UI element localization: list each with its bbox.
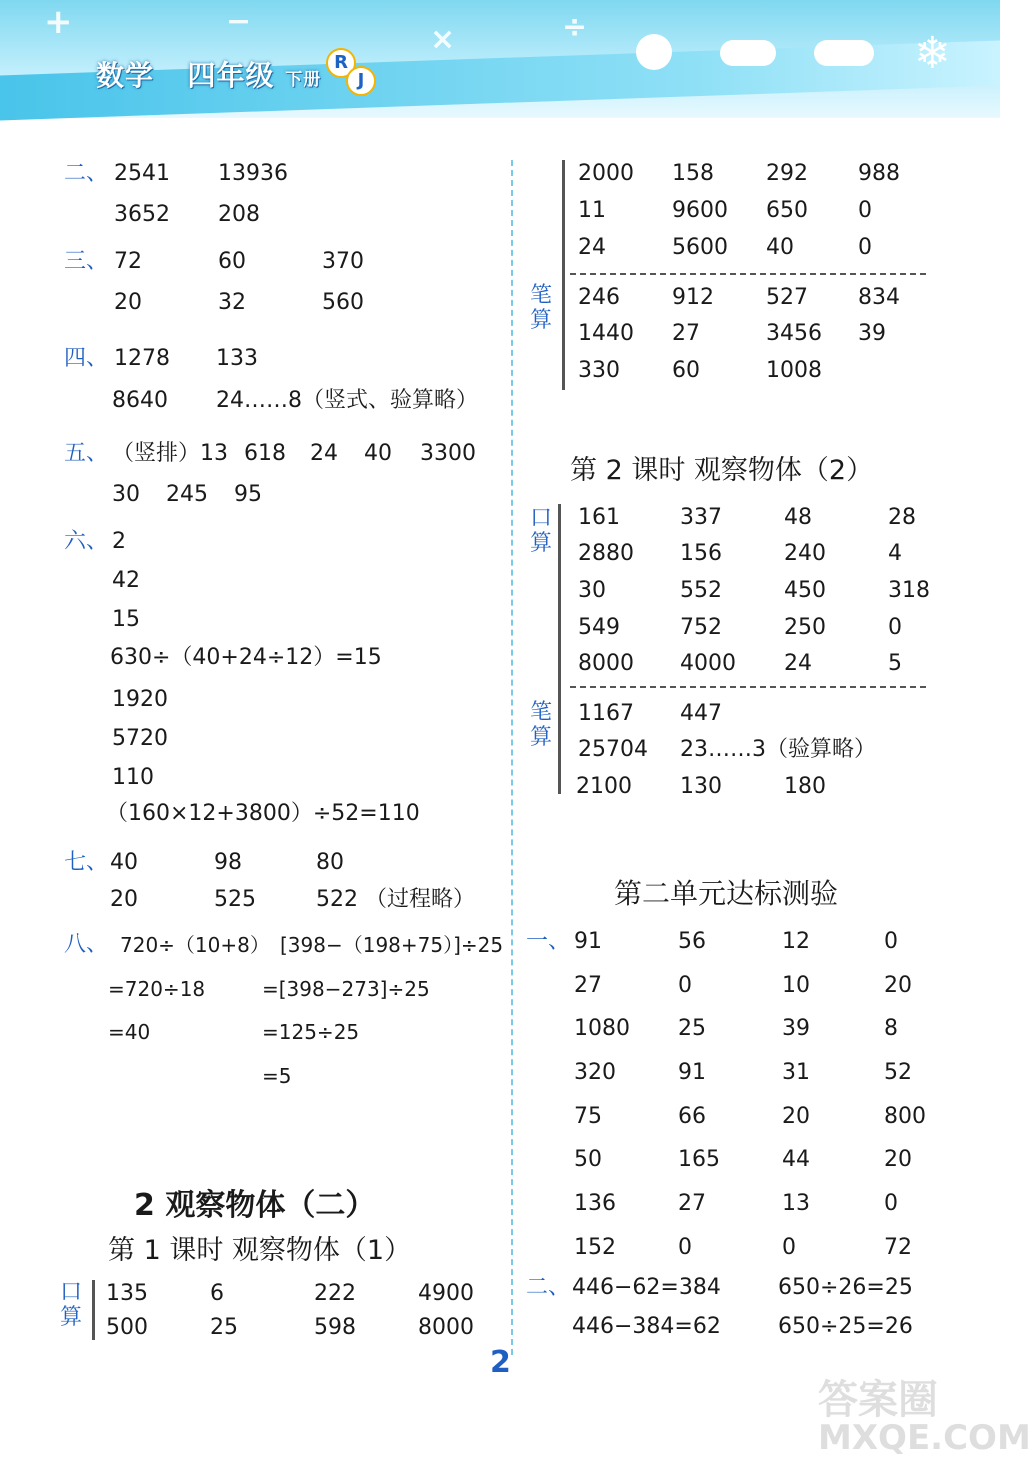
answer: 27 <box>574 973 602 998</box>
answer: 4900 <box>418 1281 474 1306</box>
grade-label: 四年级 <box>187 59 275 92</box>
answer: 8000 <box>578 651 634 676</box>
answer: 1920 <box>112 687 168 712</box>
answer: 752 <box>680 615 722 640</box>
dashed-divider <box>570 686 926 688</box>
answer: 630÷（40+24÷12）=15 <box>110 645 382 670</box>
answer: 988 <box>858 161 900 186</box>
answer: 52 <box>884 1060 912 1085</box>
answer: 0 <box>678 973 692 998</box>
answer: 598 <box>314 1315 356 1340</box>
answer: 28 <box>888 505 916 530</box>
answer: 450 <box>784 578 826 603</box>
rain-cloud-icon <box>814 40 874 66</box>
answer: 208 <box>218 202 260 227</box>
answer: 618 <box>244 441 286 466</box>
answer: 330 <box>578 358 620 383</box>
answer: 4000 <box>680 651 736 676</box>
answer: 3300 <box>420 441 476 466</box>
answer: 40 <box>364 441 392 466</box>
answer: 136 <box>574 1191 616 1216</box>
answer: 40 <box>766 235 794 260</box>
volume-label: 下册 <box>285 70 322 90</box>
section-label: 一、 <box>526 929 571 954</box>
answer: 133 <box>216 346 258 371</box>
answer: 152 <box>574 1235 616 1260</box>
column-divider <box>511 160 513 1355</box>
answer: 292 <box>766 161 808 186</box>
answer: 370 <box>322 249 364 274</box>
answer: 2541 <box>114 161 170 186</box>
minus-icon: − <box>226 4 252 39</box>
watermark-url: MXQE.COM <box>818 1418 1031 1458</box>
divide-icon: ÷ <box>562 10 588 45</box>
answer: 39 <box>858 321 886 346</box>
answer: 180 <box>784 774 826 799</box>
answer: 3652 <box>114 202 170 227</box>
answer: 800 <box>884 1104 926 1129</box>
test-title: 第二单元达标测验 <box>614 877 839 910</box>
answer: 2880 <box>578 541 634 566</box>
answer: 25 <box>678 1016 706 1041</box>
answer: 20 <box>114 290 142 315</box>
answer: 0 <box>888 615 902 640</box>
kousuan-label: 口算 <box>529 506 552 556</box>
answer: 250 <box>784 615 826 640</box>
edition-badge <box>326 48 376 94</box>
section-label: 四、 <box>64 346 109 371</box>
answer: 10 <box>782 973 810 998</box>
answer: 165 <box>678 1147 720 1172</box>
answer: 527 <box>766 285 808 310</box>
answer: 27 <box>678 1191 706 1216</box>
answer: 500 <box>106 1315 148 1340</box>
dashed-divider <box>570 273 926 275</box>
answer: 161 <box>578 505 620 530</box>
answer: 1167 <box>578 701 634 726</box>
calc-step: [398−（198+75）]÷25 <box>280 933 504 957</box>
answer: 6 <box>210 1281 224 1306</box>
answer: 135 <box>106 1281 148 1306</box>
calc-step: 650÷26=25 <box>778 1275 913 1300</box>
answer: 245 <box>166 482 208 507</box>
answer: 66 <box>678 1104 706 1129</box>
bracket-line <box>558 504 561 794</box>
answer: 8 <box>884 1016 898 1041</box>
times-icon: × <box>430 22 456 57</box>
bracket-line <box>562 160 565 390</box>
answer: 320 <box>574 1060 616 1085</box>
section-label: 八、 <box>64 932 109 957</box>
section-label: 二、 <box>64 161 109 186</box>
answer: 25 <box>210 1315 238 1340</box>
answer: 318 <box>888 578 930 603</box>
answer: 447 <box>680 701 722 726</box>
answer: 560 <box>322 290 364 315</box>
edition-badge-r: R <box>326 48 356 78</box>
calc-step: =125÷25 <box>262 1020 360 1044</box>
answer: 44 <box>782 1147 810 1172</box>
answer: 91 <box>678 1060 706 1085</box>
answer: 20 <box>782 1104 810 1129</box>
answer: 30 <box>578 578 606 603</box>
answer: 156 <box>680 541 722 566</box>
answer: 337 <box>680 505 722 530</box>
answer: 40 <box>110 850 138 875</box>
answer: 95 <box>234 482 262 507</box>
answer: 8640 <box>112 388 168 413</box>
answer: 32 <box>218 290 246 315</box>
answer: 75 <box>574 1104 602 1129</box>
answer: 0 <box>782 1235 796 1260</box>
answer: 25704 <box>578 737 648 762</box>
answer: 222 <box>314 1281 356 1306</box>
answer: 24 <box>784 651 812 676</box>
answer: 72 <box>114 249 142 274</box>
answer: 24 <box>310 441 338 466</box>
answer: 11 <box>578 198 606 223</box>
unit-title: 2 观察物体（二） <box>134 1188 376 1223</box>
subject-label: 数学 <box>96 59 155 92</box>
plus-icon: + <box>44 2 73 42</box>
answer: 24 <box>578 235 606 260</box>
lesson-title: 第 1 课时 观察物体（1） <box>108 1235 412 1266</box>
answer: 42 <box>112 568 140 593</box>
answer: 20 <box>884 973 912 998</box>
answer: （160×12+3800）÷52=110 <box>106 801 420 826</box>
answer: 5720 <box>112 726 168 751</box>
answer: 552 <box>680 578 722 603</box>
answer: 246 <box>578 285 620 310</box>
answer: 27 <box>672 321 700 346</box>
answer: 0 <box>678 1235 692 1260</box>
answer: 158 <box>672 161 714 186</box>
answer: 9600 <box>672 198 728 223</box>
section-label: 三、 <box>64 249 109 274</box>
answer: 60 <box>672 358 700 383</box>
answer: 5 <box>888 651 902 676</box>
answer: 20 <box>884 1147 912 1172</box>
answer: 13936 <box>218 161 288 186</box>
section-label: 七、 <box>64 850 109 875</box>
answer: 0 <box>858 198 872 223</box>
answer: 0 <box>884 929 898 954</box>
calc-step: 446−384=62 <box>572 1314 721 1339</box>
answer: 549 <box>578 615 620 640</box>
answer: 12 <box>782 929 810 954</box>
answer: 130 <box>680 774 722 799</box>
section-label: 六、 <box>64 529 109 554</box>
answer: 60 <box>218 249 246 274</box>
answer: 525 <box>214 887 256 912</box>
answer: 3456 <box>766 321 822 346</box>
answer: 31 <box>782 1060 810 1085</box>
answer: 5600 <box>672 235 728 260</box>
answer: 2 <box>112 529 126 554</box>
lesson-title: 第 2 课时 观察物体（2） <box>570 455 874 486</box>
calc-step: =[398−273]÷25 <box>262 977 430 1001</box>
calc-step: 650÷25=26 <box>778 1314 913 1339</box>
answer: 1080 <box>574 1016 630 1041</box>
snowflake-icon: ❄ <box>914 28 951 79</box>
answer: 20 <box>110 887 138 912</box>
answer: 48 <box>784 505 812 530</box>
calc-step: =40 <box>108 1020 151 1044</box>
answer: 4 <box>888 541 902 566</box>
bisuan-label: 笔算 <box>529 700 552 750</box>
answer: 13 <box>782 1191 810 1216</box>
kousuan-label: 口算 <box>59 1280 82 1330</box>
answer: 39 <box>782 1016 810 1041</box>
answer: 98 <box>214 850 242 875</box>
calc-step: 720÷（10+8） <box>120 933 270 957</box>
answer: 2100 <box>576 774 632 799</box>
answer: 30 <box>112 482 140 507</box>
page-number: 2 <box>490 1345 511 1380</box>
answer: 91 <box>574 929 602 954</box>
sun-icon <box>636 34 672 70</box>
section-label: 五、 <box>64 441 109 466</box>
calc-step: =720÷18 <box>108 977 206 1001</box>
answer: 56 <box>678 929 706 954</box>
answer: 50 <box>574 1147 602 1172</box>
answer: 23……3（验算略） <box>680 737 876 762</box>
answer: 0 <box>884 1191 898 1216</box>
answer: 1008 <box>766 358 822 383</box>
answer: 1278 <box>114 346 170 371</box>
answer: 24……8（竖式、验算略） <box>216 388 478 413</box>
answer: 522 （过程略） <box>316 887 475 912</box>
watermark-logo: 答案圈 <box>818 1377 938 1423</box>
answer: 1440 <box>578 321 634 346</box>
cloud-icon <box>720 40 776 66</box>
answer: 650 <box>766 198 808 223</box>
answer: 240 <box>784 541 826 566</box>
header-title <box>96 54 321 94</box>
answer: 912 <box>672 285 714 310</box>
answer: 72 <box>884 1235 912 1260</box>
answer: 110 <box>112 765 154 790</box>
answer: 80 <box>316 850 344 875</box>
answer: 0 <box>858 235 872 260</box>
calc-step: =5 <box>262 1064 292 1088</box>
bisuan-label: 笔算 <box>529 283 552 333</box>
page-header <box>0 0 1000 118</box>
section-label: 二、 <box>526 1275 571 1300</box>
answer: 2000 <box>578 161 634 186</box>
answer: （竖排）13 <box>112 441 228 466</box>
bracket-line <box>92 1280 95 1340</box>
answer: 834 <box>858 285 900 310</box>
answer: 8000 <box>418 1315 474 1340</box>
answer: 15 <box>112 607 140 632</box>
edition-badge-j: J <box>346 66 376 96</box>
calc-step: 446−62=384 <box>572 1275 721 1300</box>
